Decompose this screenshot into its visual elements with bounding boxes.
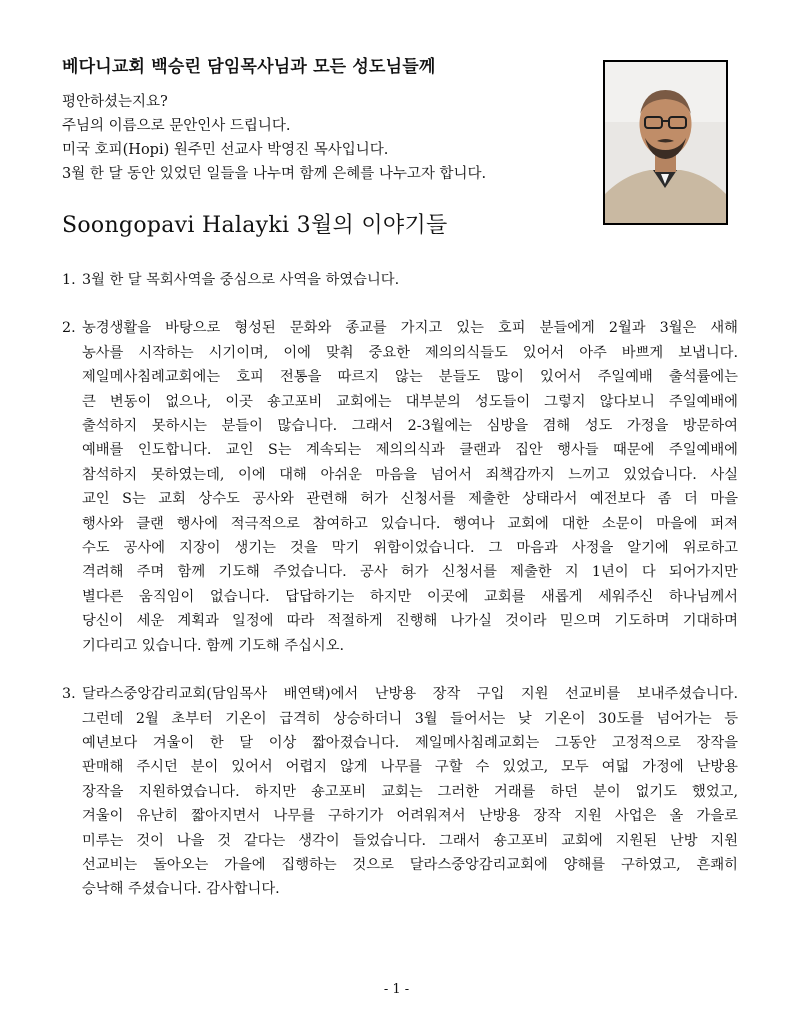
greeting-block xyxy=(62,90,582,186)
list-item-number: 1. xyxy=(62,272,76,288)
list-item xyxy=(62,316,738,658)
portrait-photo xyxy=(603,60,728,225)
text-line: 예배를 인도합니다. 교인 S는 계속되는 제의의식과 클랜과 집안 행사들 때문에 주일예배에 xyxy=(82,442,738,459)
text-line: 겨울이 유난히 짧아지면서 나무를 구하기가 어려워져서 난방용 장작 지원 사업은 올 가을로 xyxy=(82,808,738,825)
list-item-number: 3. xyxy=(62,686,76,703)
text-line: 승낙해 주셨습니다. 감사합니다. xyxy=(82,881,280,898)
list-item xyxy=(62,268,738,292)
text-line: 수도 공사에 지장이 생기는 것을 막기 위함이었습니다. 그 마음과 사정을 알기에 위로하고 xyxy=(82,540,738,557)
text-line: 달라스중앙감리교회(담임목사 배연택)에서 난방용 장작 구입 지원 선교비를 보내주셨습니다. xyxy=(82,686,738,703)
text-line: 제일메사침례교회에는 호피 전통을 따르지 않는 분들도 많이 있어서 주일예배 출석률에는 xyxy=(82,369,738,386)
list-item-number: 2. xyxy=(62,320,76,337)
list-item-body xyxy=(82,268,738,292)
list-item xyxy=(62,682,738,902)
portrait-photo-icon xyxy=(605,62,726,223)
text-line: 3월 한 달 목회사역을 중심으로 사역을 하였습니다. xyxy=(82,272,400,288)
greeting-line: 미국 호피(Hopi) 원주민 선교사 박영진 목사입니다. xyxy=(62,142,389,158)
greeting-line: 평안하셨는지요? xyxy=(62,94,168,110)
letter-subtitle: Soongopavi Halayki 3월의 이야기들 xyxy=(62,213,448,238)
text-line: 기다리고 있습니다. 함께 기도해 주십시오. xyxy=(82,637,345,654)
page-number: - 1 - xyxy=(383,982,410,997)
text-line: 교인 S는 교회 상수도 공사와 관련해 허가 신청서를 제출한 상태라서 예전보다 좀 더 마을 xyxy=(82,491,738,508)
text-line: 별다른 움직임이 없습니다. 답답하기는 하지만 이곳에 교회를 새롭게 세워주신 하나님께서 xyxy=(82,588,738,605)
text-line: 그런데 2월 초부터 기온이 급격히 상승하더니 3월 들어서는 낮 기온이 30도를 넘어가는 등 xyxy=(82,710,738,727)
text-line: 참석하지 못하였는데, 이에 대해 아쉬운 마음을 넘어서 죄책감까지 느끼고 있었습니다. 사실 xyxy=(82,466,738,483)
greeting-line: 3월 한 달 동안 있었던 일들을 나누며 함께 은혜를 나누고자 합니다. xyxy=(62,166,487,182)
report-list xyxy=(62,268,738,926)
text-line: 예년보다 겨울이 한 달 이상 짧아졌습니다. 제일메사침례교회는 그동안 고정적으로 장작을 xyxy=(82,734,738,751)
text-line: 당신이 세운 계획과 일정에 따라 적절하게 진행해 나가실 것이라 믿으며 기도하며 기대하며 xyxy=(82,613,738,630)
greeting-line: 주님의 이름으로 문안인사 드립니다. xyxy=(62,118,291,134)
list-item-body xyxy=(82,682,738,902)
text-line: 농경생활을 바탕으로 형성된 문화와 종교를 가지고 있는 호피 분들에게 2월과 3월은 새해 xyxy=(82,320,738,337)
text-line: 미루는 것이 나을 것 같다는 생각이 들었습니다. 그래서 숑고포비 교회에 지원된 난방 지원 xyxy=(82,832,738,849)
text-line: 농사를 시작하는 시기이며, 이에 맞춰 중요한 제의의식들도 있어서 아주 바쁘게 보냅니다. xyxy=(82,344,738,361)
letter-heading: 베다니교회 백승린 담임목사님과 모든 성도님들께 xyxy=(62,57,436,77)
text-line: 격려해 주며 함께 기도해 주었습니다. 공사 허가 신청서를 제출한 지 1년이 다 되어가지만 xyxy=(82,564,738,581)
text-line: 큰 변동이 없으나, 이곳 숑고포비 교회에는 대부분의 성도들이 그렇지 않다보니 주일예배에 xyxy=(82,393,738,410)
text-line: 행사와 클랜 행사에 적극적으로 참여하고 있습니다. 행여나 교회에 대한 소문이 마을에 퍼져 xyxy=(82,515,738,532)
text-line: 선교비는 돌아오는 가을에 집행하는 것으로 달라스중앙감리교회에 양해를 구하였고, 흔쾌히 xyxy=(82,856,738,873)
text-line: 출석하지 못하시는 분들이 많습니다. 그래서 2-3월에는 심방을 겸해 성도 가정을 방문하여 xyxy=(82,418,738,435)
text-line: 판매해 주시던 분이 있어서 어렵지 않게 나무를 구할 수 있었고, 모두 여덟 가정에 난방용 xyxy=(82,759,738,776)
list-item-body xyxy=(82,316,738,658)
text-line: 장작을 지원하였습니다. 하지만 숑고포비 교회는 그러한 거래를 하던 분이 없기도 했었고, xyxy=(82,783,738,800)
